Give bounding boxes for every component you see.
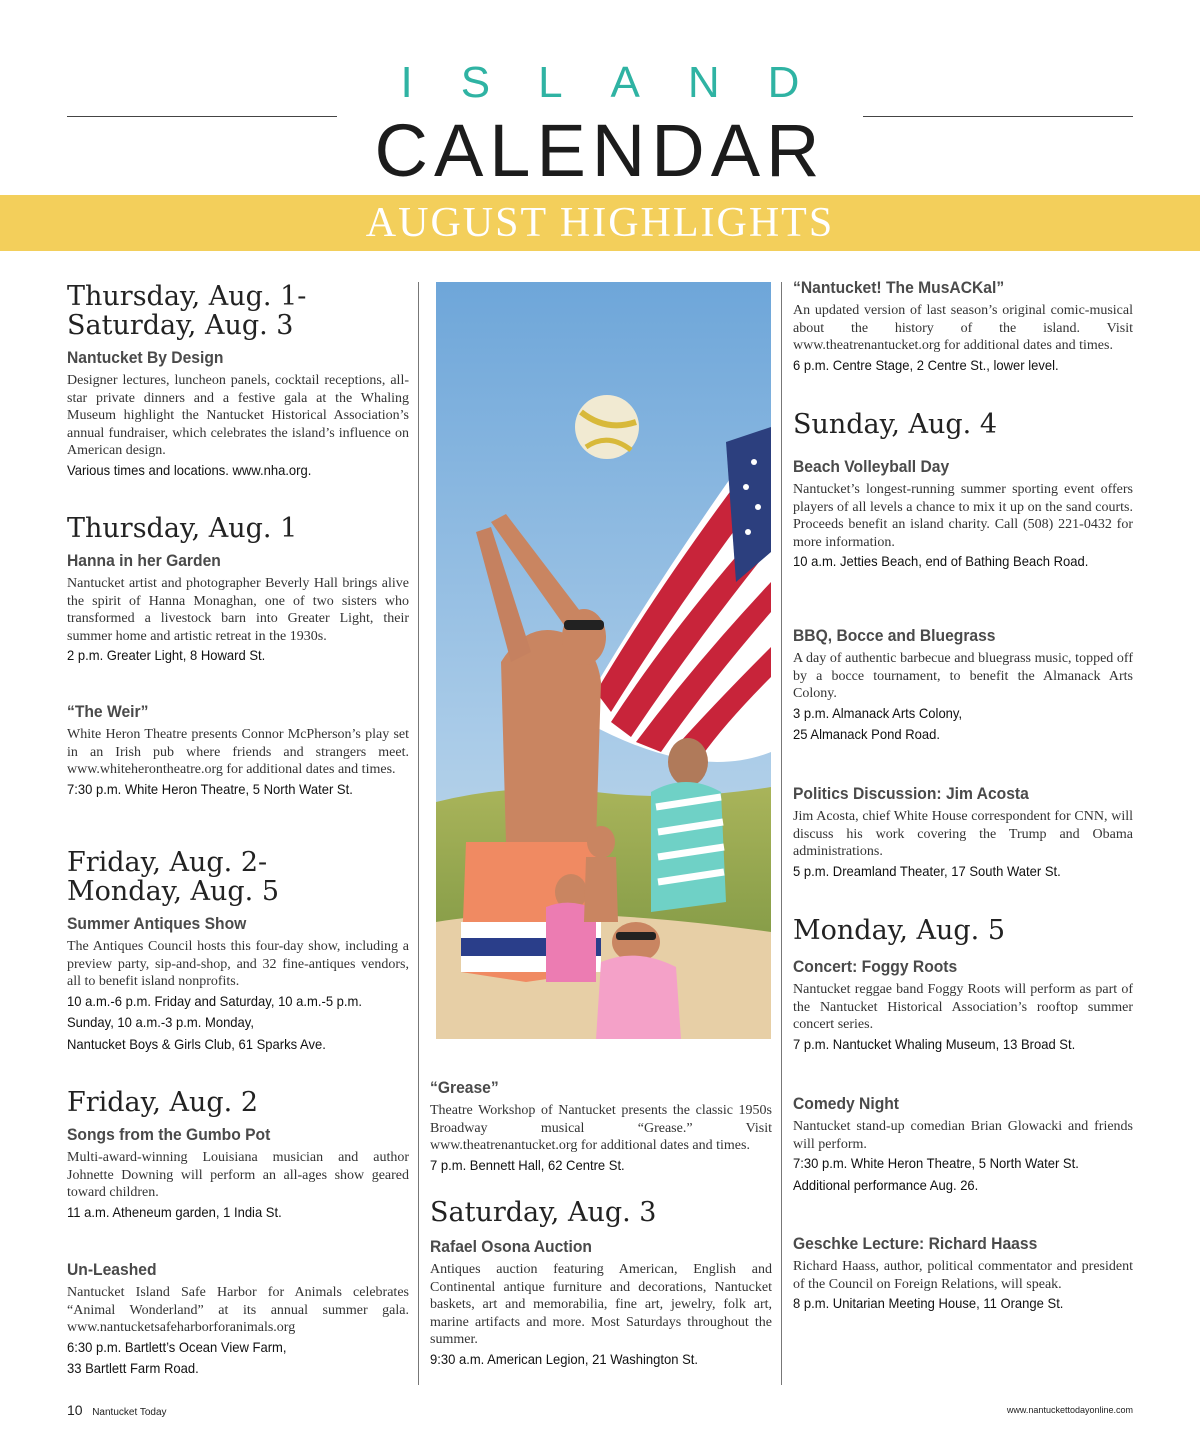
event-time: 6:30 p.m. Bartlett’s Ocean View Farm, — [67, 1338, 287, 1355]
event-time: 7:30 p.m. White Heron Theatre, 5 North Water St. — [67, 780, 353, 797]
event-title: Summer Antiques Show — [67, 914, 247, 933]
event-description: The Antiques Council hosts this four-day show, including a preview party, sip-and-shop, and 32 fine-antiques vendors, all to benefit island nonprofits. — [67, 939, 409, 989]
event-description: Nantucket Island Safe Harbor for Animals celebrates “Animal Wonderland” at its annual summer gala. www.nantucketsafeharborforanimals.org — [67, 1285, 409, 1335]
header-kicker: ISLAND — [400, 58, 848, 107]
event-time: 25 Almanack Pond Road. — [793, 726, 940, 742]
event-time: Nantucket Boys & Girls Club, 61 Sparks Ave. — [67, 1035, 326, 1052]
event-block — [67, 514, 409, 667]
date-heading — [430, 1198, 772, 1227]
event-block — [430, 1198, 772, 1370]
event-block — [793, 1234, 1133, 1315]
footer-url: www.nantuckettodayonline.com — [1006, 1405, 1133, 1415]
header-title: CALENDAR — [374, 109, 826, 192]
event-block — [67, 282, 409, 481]
event-description: Jim Acosta, chief White House correspondent for CNN, will discuss his work covering the Trump and Obama administrations. — [793, 809, 1133, 859]
event-block — [430, 1078, 772, 1176]
event-block — [793, 626, 1133, 746]
event-time: Sunday, 10 a.m.-3 p.m. Monday, — [67, 1014, 254, 1030]
event-description: Richard Haass, author, political commentator and president of the Council on Foreign Relations, will speak. — [793, 1259, 1133, 1292]
event-time: Additional performance Aug. 26. — [793, 1176, 979, 1193]
event-time: 3 p.m. Almanack Arts Colony, — [793, 704, 963, 721]
highlights-banner — [0, 195, 1200, 251]
event-block — [67, 702, 409, 800]
event-time: 9:30 a.m. American Legion, 21 Washington St. — [430, 1350, 699, 1367]
event-block — [793, 1094, 1133, 1196]
event-time: 10 a.m. Jetties Beach, end of Bathing Beach Road. — [793, 553, 1089, 569]
event-block — [67, 1260, 409, 1380]
event-block — [793, 278, 1133, 376]
volleyball-photo — [436, 282, 771, 1039]
event-block — [793, 410, 1133, 573]
date-heading — [67, 1088, 409, 1117]
date-line: Sunday, Aug. 4 — [793, 409, 998, 440]
event-time: Various times and locations. www.nha.org. — [67, 461, 312, 478]
column-divider — [418, 282, 419, 1385]
event-description: Theatre Workshop of Nantucket presents the classic 1950s Broadway musical “Grease.” Visit www.theatrenantucket.org for additional dates and times. — [430, 1103, 772, 1153]
event-title: “Grease” — [430, 1078, 499, 1097]
date-line: Saturday, Aug. 3 — [67, 310, 294, 341]
event-time: 7 p.m. Nantucket Whaling Museum, 13 Broad St. — [793, 1035, 1076, 1052]
date-heading — [67, 848, 409, 906]
event-time: 2 p.m. Greater Light, 8 Howard St. — [67, 647, 266, 663]
banner-title: AUGUST HIGHLIGHTS — [365, 200, 835, 246]
event-time: 7:30 p.m. White Heron Theatre, 5 North Water St. — [793, 1155, 1079, 1171]
event-block — [67, 1088, 409, 1223]
date-line: Monday, Aug. 5 — [793, 915, 1006, 946]
event-title: Politics Discussion: Jim Acosta — [793, 784, 1029, 803]
event-time: 10 a.m.-6 p.m. Friday and Saturday, 10 a.m.-5 p.m. — [67, 992, 363, 1009]
event-description: White Heron Theatre presents Connor McPherson’s play set in an Irish pub where friends and strangers meet. www.whiteherontheatre.org for additional dates and times. — [67, 727, 409, 777]
event-block — [67, 848, 409, 1055]
date-heading — [67, 282, 409, 340]
event-title: BBQ, Bocce and Bluegrass — [793, 626, 996, 645]
date-line: Friday, Aug. 2 — [67, 1087, 259, 1118]
masthead — [0, 0, 1200, 195]
column-divider — [781, 282, 782, 1385]
event-block — [793, 784, 1133, 882]
event-description: Multi-award-winning Louisiana musician and author Johnette Downing will perform an all-ages show geared toward children. — [67, 1150, 409, 1200]
event-title: “Nantucket! The MusACKal” — [793, 278, 1005, 297]
date-heading — [793, 916, 1133, 945]
event-description: An updated version of last season’s original comic-musical about the history of the island. Visit www.theatrenantucket.org for additional dates and times. — [793, 303, 1133, 353]
publication-name: Nantucket Today — [92, 1407, 167, 1418]
date-line: Friday, Aug. 2- — [67, 847, 268, 878]
event-title: Concert: Foggy Roots — [793, 957, 958, 976]
event-title: Songs from the Gumbo Pot — [67, 1125, 271, 1144]
event-time: 8 p.m. Unitarian Meeting House, 11 Orange St. — [793, 1295, 1064, 1311]
event-title: “The Weir” — [67, 702, 149, 721]
event-description: Nantucket stand-up comedian Brian Glowacki and friends will perform. — [793, 1119, 1133, 1152]
event-description: Nantucket artist and photographer Beverly Hall brings alive the spirit of Hanna Monaghan, one of two sisters who transformed a livestock barn into Greater Light, their summer home and artistic retreat in the 1930s. — [67, 576, 409, 644]
event-title: Un-Leashed — [67, 1260, 157, 1279]
event-title: Comedy Night — [793, 1094, 900, 1113]
event-time: 33 Bartlett Farm Road. — [67, 1360, 199, 1376]
photo-illustration — [436, 282, 771, 1039]
date-heading — [67, 514, 409, 543]
event-title: Geschke Lecture: Richard Haass — [793, 1234, 1038, 1253]
event-title: Rafael Osona Auction — [430, 1237, 592, 1256]
event-title: Beach Volleyball Day — [793, 457, 950, 476]
date-line: Thursday, Aug. 1 — [67, 513, 298, 544]
event-description: A day of authentic barbecue and bluegrass music, topped off by a bocce tournament, to benefit the Almanack Arts Colony. — [793, 651, 1133, 701]
event-description: Designer lectures, luncheon panels, cocktail receptions, all-star private dinners and a festive gala at the Whaling Museum highlight the Nantucket Historical Association’s annual fundraiser, which celebrates the island’s influence on American design. — [67, 373, 409, 458]
event-title: Hanna in her Garden — [67, 551, 221, 570]
event-title: Nantucket By Design — [67, 348, 224, 367]
date-line: Saturday, Aug. 3 — [430, 1197, 657, 1228]
event-description: Antiques auction featuring American, English and Continental antique furniture and decorations, Nantucket baskets, art and memorabilia, fine art, jewelry, folk art, marine artifacts and more. Most Saturdays throughout the summer. — [430, 1262, 772, 1347]
event-time: 5 p.m. Dreamland Theater, 17 South Water St. — [793, 862, 1061, 879]
date-line: Monday, Aug. 5 — [67, 876, 280, 907]
footer-left — [67, 1402, 167, 1418]
event-block — [793, 916, 1133, 1055]
date-line: Thursday, Aug. 1- — [67, 281, 307, 312]
date-heading — [793, 410, 1133, 439]
event-time: 7 p.m. Bennett Hall, 62 Centre St. — [430, 1156, 625, 1173]
event-description: Nantucket’s longest-running summer sporting event offers players of all levels a chance to mix it up on the sand courts. Proceeds benefit an island charity. Call (508) 221-0432 for more information. — [793, 482, 1133, 550]
event-time: 11 a.m. Atheneum garden, 1 India St. — [67, 1203, 282, 1220]
page-number: 10 — [67, 1402, 83, 1418]
event-description: Nantucket reggae band Foggy Roots will perform as part of the Nantucket Historical Association’s rooftop summer concert series. — [793, 982, 1133, 1032]
event-time: 6 p.m. Centre Stage, 2 Centre St., lower level. — [793, 356, 1059, 373]
